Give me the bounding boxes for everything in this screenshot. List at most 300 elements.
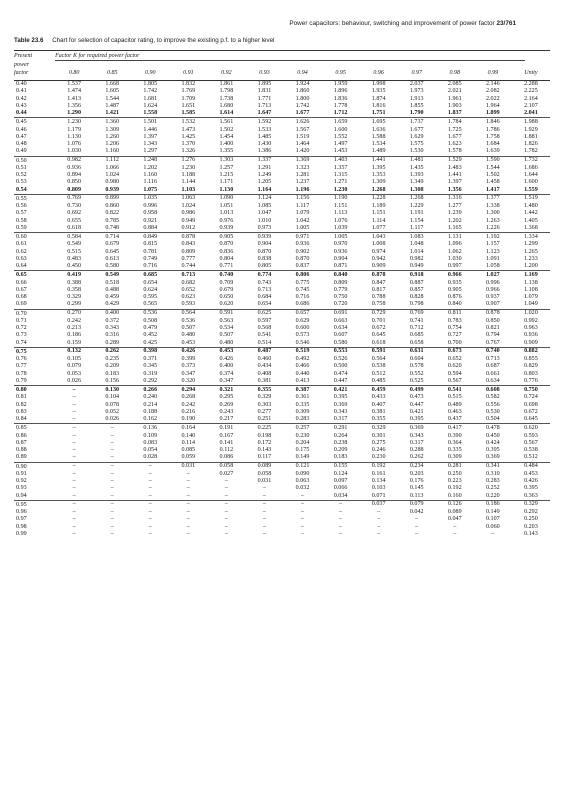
table-row [14, 218, 550, 225]
factor-cell: 2.037 [409, 81, 424, 87]
factor-cell: 1.035 [131, 194, 169, 203]
factor-cell: 0.905 [447, 286, 462, 293]
factor-cell: 0.345 [143, 363, 158, 370]
factor-cell: 0.519 [283, 347, 321, 356]
factor-cell: 1.151 [371, 210, 386, 217]
factor-cell: 0.343 [105, 325, 120, 331]
factor-cell: 0.309 [447, 454, 462, 461]
factor-cell: 1.200 [524, 263, 538, 269]
factor-cell: 0.238 [333, 439, 348, 446]
factor-cell: – [93, 424, 131, 433]
factor-cell: 0.776 [524, 377, 538, 384]
factor-cell: 0.568 [257, 325, 272, 331]
header-row-1 [14, 52, 550, 62]
factor-cell: 1.578 [447, 148, 462, 155]
factor-cell: 0.607 [333, 332, 348, 339]
factor-cell: 0.399 [181, 356, 196, 362]
factor-cell: 1.686 [524, 164, 538, 171]
factor-cell: 0.775 [295, 279, 310, 286]
factor-cell: 0.538 [371, 363, 386, 370]
factor-cell: 0.720 [333, 301, 348, 308]
factor-cell: 1.112 [93, 156, 131, 165]
factor-cell: 0.288 [409, 447, 424, 453]
factor-cell: 0.591 [207, 309, 245, 318]
factor-cell: 1.913 [409, 95, 424, 102]
factor-cell: – [453, 523, 457, 530]
factor-cell: 1.268 [398, 194, 436, 203]
table-row [14, 440, 550, 447]
present-pf-cell: 0.80 [14, 386, 55, 395]
factor-cell: 0.847 [371, 279, 386, 286]
factor-cell: 0.526 [333, 356, 348, 362]
present-pf-cell: 0.74 [16, 339, 27, 346]
factor-cell: 1.896 [333, 88, 348, 95]
factor-cell: 1.189 [371, 203, 386, 209]
factor-cell: 0.390 [447, 432, 462, 439]
factor-cell: 0.230 [371, 454, 386, 461]
present-pf-cell: 0.77 [16, 363, 27, 370]
factor-cell: 1.899 [485, 110, 500, 116]
factor-cell: – [72, 485, 76, 492]
factor-cell: 1.024 [105, 172, 120, 178]
factor-cell: 0.512 [371, 370, 386, 377]
factor-cell: 0.317 [409, 439, 424, 446]
factor-cell: 1.769 [181, 88, 196, 95]
factor-cell: 1.116 [143, 179, 158, 186]
factor-cell: 0.480 [181, 332, 196, 339]
factor-cell: 0.320 [181, 377, 196, 384]
factor-cell: 0.292 [143, 377, 158, 384]
factor-cell: 0.909 [524, 339, 538, 346]
factor-cell: 1.575 [409, 141, 424, 147]
factor-cell: 1.502 [485, 172, 500, 178]
present-pf-cell: 0.64 [16, 263, 27, 269]
present-pf-cell: 0.78 [16, 370, 27, 377]
factor-cell: 0.112 [219, 447, 234, 453]
factor-cell: 0.225 [245, 424, 283, 433]
factor-cell: 0.078 [105, 401, 120, 408]
table-number: Table 23.6 [14, 37, 44, 44]
factor-cell: 0.750 [333, 294, 348, 300]
table-row [14, 454, 550, 462]
factor-cell: – [224, 523, 228, 530]
factor-cell: 0.223 [447, 478, 462, 484]
factor-cell: 0.709 [219, 279, 234, 286]
table-row [14, 516, 550, 523]
factor-cell: – [148, 485, 152, 492]
factor-cell: 1.343 [143, 141, 158, 147]
factor-cell: 1.964 [485, 102, 500, 109]
factor-cell: 0.843 [181, 241, 196, 248]
factor-cell: 0.939 [219, 224, 234, 231]
factor-cell: – [72, 516, 76, 523]
factor-cell: 1.024 [181, 203, 196, 209]
factor-cell: – [224, 509, 228, 515]
factor-cell: 0.552 [409, 370, 424, 377]
present-pf-cell: 0.42 [16, 95, 27, 102]
factor-cell: 0.769 [55, 194, 93, 203]
factor-cell: – [72, 394, 76, 401]
factor-cell: 1.742 [143, 88, 158, 95]
factor-cell: 0.192 [360, 462, 398, 471]
factor-cell: 0.840 [447, 301, 462, 308]
header-row-2 [14, 62, 550, 70]
table-row [14, 409, 550, 416]
factor-cell: 0.909 [371, 263, 386, 269]
factor-cell: 0.400 [219, 363, 234, 370]
factor-cell: 1.647 [257, 110, 272, 116]
factor-cell: – [131, 462, 169, 471]
present-pf-cell: 0.83 [16, 408, 27, 415]
factor-cell: 1.413 [67, 95, 81, 102]
factor-cell: 0.130 [93, 386, 131, 395]
factor-cell: 1.782 [524, 148, 538, 155]
factor-cell: 1.480 [524, 203, 538, 209]
factor-cell: 0.645 [371, 332, 386, 339]
factor-cell: 1.265 [524, 248, 538, 255]
factor-cell: 0.251 [257, 416, 272, 422]
factor-cell: 0.426 [219, 356, 234, 362]
factor-cell: – [72, 492, 76, 499]
factor-cell: – [148, 523, 152, 530]
factor-cell: 1.832 [181, 81, 196, 87]
factor-cell: 0.192 [447, 485, 462, 492]
factor-cell: 0.453 [181, 339, 196, 346]
factor-cell: 0.103 [371, 485, 386, 492]
factor-cell: 0.317 [333, 416, 348, 422]
factor-cell: 1.738 [219, 95, 234, 102]
factor-cell: 0.809 [181, 248, 196, 255]
factor-cell: 1.421 [105, 110, 120, 116]
factor-cell: 0.421 [409, 408, 424, 415]
factor-cell: 0.652 [447, 356, 462, 362]
factor-cell: 0.582 [485, 394, 500, 401]
factor-cell: 0.372 [105, 317, 120, 324]
factor-cell: 0.299 [67, 301, 81, 308]
factor-cell: 1.117 [409, 224, 424, 231]
factor-cell: 0.672 [371, 325, 386, 331]
factor-cell: – [339, 530, 343, 537]
factor-cell: 1.369 [283, 156, 321, 165]
factor-cell: 0.053 [67, 370, 81, 377]
factor-cell: 1.171 [219, 179, 234, 186]
factor-cell: 1.684 [485, 141, 500, 147]
factor-cell: 1.651 [181, 102, 196, 109]
factor-cell: 0.907 [485, 301, 500, 308]
factor-cell: 0.031 [257, 478, 272, 484]
table-row [14, 485, 550, 492]
factor-cell: 1.588 [371, 133, 386, 140]
factor-cell: 1.758 [485, 133, 500, 140]
factor-cell: 0.748 [105, 224, 120, 231]
factor-cell: 0.860 [105, 203, 120, 209]
present-pf-cell: 0.79 [16, 377, 27, 384]
factor-cell: 0.294 [169, 386, 207, 395]
factor-cell: 1.160 [105, 148, 120, 155]
factor-cell: 1.600 [524, 179, 538, 186]
factor-cell: 1.639 [485, 148, 500, 155]
factor-cell: 0.850 [485, 317, 500, 324]
factor-cell: 0.107 [485, 516, 500, 523]
factor-cell: 0.902 [295, 248, 310, 255]
factor-cell: 0.538 [524, 447, 538, 453]
factor-cell: 1.103 [181, 186, 196, 193]
page-number: 23/761 [496, 20, 516, 27]
factor-cell: – [300, 530, 305, 537]
factor-cell: 0.459 [360, 386, 398, 395]
factor-cell: 0.918 [398, 271, 436, 280]
factor-cell: 0.063 [295, 478, 310, 484]
factor-cell: 1.534 [371, 141, 386, 147]
factor-cell: 0.855 [524, 356, 538, 362]
target-pf-header: 0.99 [474, 70, 512, 81]
factor-cell: 1.529 [436, 156, 474, 165]
factor-cell: 0.713 [169, 271, 207, 280]
factor-cell: 1.315 [333, 172, 348, 178]
present-pf-cell: 0.69 [16, 301, 27, 308]
factor-cell: 0.685 [409, 332, 424, 339]
present-pf-cell: 0.96 [16, 509, 27, 515]
table-row [14, 402, 550, 409]
factor-cell: 0.686 [295, 301, 310, 308]
factor-cell: 1.079 [524, 294, 538, 300]
factor-cell: 0.085 [181, 447, 196, 453]
table-caption [14, 37, 274, 44]
factor-cell: 1.164 [257, 186, 272, 193]
factor-cell: 0.870 [257, 248, 272, 255]
factor-cell: 0.086 [219, 454, 234, 461]
factor-cell: 0.806 [283, 271, 321, 280]
table-body [14, 81, 550, 539]
table-row [14, 172, 550, 179]
factor-cell: 1.239 [447, 210, 462, 217]
factor-cell: 1.309 [371, 179, 386, 186]
factor-cell: 1.114 [371, 217, 386, 224]
present-pf-cell: 0.55 [14, 194, 55, 203]
factor-cell: 0.487 [245, 347, 283, 356]
factor-cell: 0.549 [67, 241, 81, 248]
factor-cell: 0.803 [524, 370, 538, 377]
factor-cell: 1.600 [333, 126, 348, 133]
factor-cell: 0.654 [257, 301, 272, 308]
factor-cell: – [262, 485, 266, 492]
factor-cell: 1.377 [474, 194, 512, 203]
factor-cell: 0.209 [105, 363, 120, 370]
factor-cell: 0.741 [409, 317, 424, 324]
factor-cell: 0.329 [257, 394, 272, 401]
factor-cell: – [72, 478, 76, 484]
factor-cell: 0.857 [409, 286, 424, 293]
factor-cell: 0.203 [524, 523, 538, 530]
factor-cell: 0.982 [409, 255, 424, 262]
factor-cell: 0.921 [143, 217, 158, 224]
present-pf-cell: 0.62 [16, 248, 27, 255]
factor-cell: 1.624 [143, 102, 158, 109]
factor-cell: 1.230 [55, 118, 93, 127]
factor-cell: 0.160 [447, 492, 462, 499]
factor-cell: 0.654 [143, 279, 158, 286]
factor-cell: 0.191 [207, 424, 245, 433]
factor-cell: 1.043 [360, 233, 398, 242]
factor-cell: 1.326 [181, 148, 196, 155]
factor-cell: 0.364 [447, 439, 462, 446]
factor-cell: 0.608 [474, 386, 512, 395]
factor-cell: 1.485 [257, 133, 272, 140]
present-pf-cell: 0.90 [14, 462, 55, 471]
factor-cell: 1.356 [67, 102, 81, 109]
factor-cell: 1.400 [219, 141, 234, 147]
factor-cell: – [148, 492, 152, 499]
factor-cell: 0.740 [474, 347, 512, 356]
factor-cell: 1.487 [105, 102, 120, 109]
table-row [14, 96, 550, 103]
factor-cell: 1.395 [371, 164, 386, 171]
factor-cell: 1.623 [447, 141, 462, 147]
target-pf-header: 0.94 [283, 70, 321, 81]
factor-cell: 0.595 [143, 294, 158, 300]
factor-cell: 0.541 [436, 386, 474, 395]
factor-cell: – [415, 516, 419, 523]
factor-cell: – [224, 516, 228, 523]
factor-cell: 1.027 [474, 271, 512, 280]
table-row [14, 301, 550, 309]
factor-cell: 0.203 [409, 470, 424, 477]
present-pf-cell: 0.70 [14, 309, 55, 318]
factor-cell: 1.464 [295, 141, 310, 147]
factor-cell: 1.160 [143, 172, 158, 178]
factor-cell: 1.130 [219, 186, 234, 193]
table-row [14, 210, 550, 217]
factor-cell: 0.624 [143, 286, 158, 293]
factor-cell: 1.154 [409, 217, 424, 224]
factor-cell: 0.912 [181, 224, 196, 231]
factor-cell: 0.343 [333, 408, 348, 415]
factor-cell: 0.083 [143, 439, 158, 446]
factor-cell: – [110, 447, 114, 453]
factor-cell: 1.188 [181, 172, 196, 178]
present-pf-cell: 0.50 [14, 156, 55, 165]
factor-cell: 0.870 [219, 241, 234, 248]
factor-cell: 0.459 [105, 294, 120, 300]
target-pf-header: 0.96 [360, 70, 398, 81]
factor-cell: – [72, 470, 76, 477]
factor-cell: 0.958 [143, 210, 158, 217]
present-pf-cell: 0.93 [16, 485, 27, 492]
factor-cell: 0.645 [105, 248, 120, 255]
factor-cell: – [110, 439, 114, 446]
factor-cell: 1.316 [436, 194, 474, 203]
factor-cell: 1.179 [67, 126, 81, 133]
factor-cell: 0.743 [257, 279, 272, 286]
factor-cell: 0.936 [67, 164, 81, 171]
factor-cell: 0.387 [283, 386, 321, 395]
factor-cell: 1.614 [219, 110, 234, 116]
factor-cell: 0.037 [360, 500, 398, 509]
table-row [14, 263, 550, 271]
factor-cell: 0.949 [181, 217, 196, 224]
factor-cell: 0.052 [105, 408, 120, 415]
factor-cell: 1.276 [169, 156, 207, 165]
factor-cell: – [262, 509, 266, 515]
factor-cell: 0.937 [485, 294, 500, 300]
col-header-present: Present [14, 53, 33, 59]
factor-cell: 1.228 [360, 194, 398, 203]
factor-cell: – [72, 454, 76, 461]
factor-cell: – [55, 500, 93, 509]
present-pf-cell: 0.85 [14, 424, 55, 433]
factor-cell: 0.936 [524, 332, 538, 339]
factor-cell: 0.292 [524, 509, 538, 515]
factor-cell: 0.982 [55, 156, 93, 165]
factor-cell: 0.713 [485, 356, 500, 362]
factor-cell: 1.108 [524, 286, 538, 293]
factor-cell: 0.996 [485, 279, 500, 286]
factor-cell: 0.355 [245, 386, 283, 395]
factor-cell: 0.425 [143, 339, 158, 346]
factor-cell: 0.727 [447, 332, 462, 339]
factor-cell: 0.594 [447, 370, 462, 377]
table-title: Chart for selection of capacitor rating, to improve the existing p.f. to a higher level [52, 37, 275, 44]
factor-cell: 0.369 [485, 454, 500, 461]
factor-cell: 1.005 [295, 224, 310, 231]
present-pf-cell: 0.43 [16, 102, 27, 109]
table-row [14, 325, 550, 332]
factor-cell: – [186, 516, 190, 523]
present-pf-cell: 0.99 [16, 530, 27, 537]
factor-cell: – [169, 500, 207, 509]
factor-cell: 1.713 [257, 102, 272, 109]
factor-cell: 0.429 [105, 301, 120, 308]
factor-cell: 1.014 [409, 248, 424, 255]
factor-cell: 0.553 [322, 347, 360, 356]
factor-cell: 0.679 [105, 241, 120, 248]
present-pf-cell: 0.60 [14, 233, 55, 242]
factor-cell: 0.878 [360, 271, 398, 280]
factor-cell: 0.849 [131, 233, 169, 242]
factor-cell: 0.433 [371, 394, 386, 401]
factor-cell: 0.183 [105, 370, 120, 377]
factor-cell: – [300, 509, 305, 515]
factor-cell: 0.781 [143, 248, 158, 255]
factor-cell: 1.192 [474, 233, 512, 242]
factor-cell: 1.798 [219, 88, 234, 95]
factor-cell: 0.071 [371, 492, 386, 499]
factor-cell: 0.567 [524, 439, 538, 446]
factor-cell: 0.809 [67, 186, 81, 193]
present-pf-cell: 0.98 [16, 523, 27, 530]
factor-cell: – [186, 470, 190, 477]
factor-cell: 0.176 [409, 478, 424, 484]
factor-cell: 0.597 [257, 317, 272, 324]
factor-cell: 0.618 [371, 339, 386, 346]
factor-cell: 1.356 [447, 186, 462, 193]
factor-cell: 0.407 [371, 401, 386, 408]
factor-cell: 1.323 [295, 164, 310, 171]
factor-cell: 1.644 [524, 172, 538, 178]
factor-cell: 0.220 [485, 492, 500, 499]
factor-cell: – [72, 432, 76, 439]
factor-cell: 0.777 [181, 255, 196, 262]
factor-cell: 0.997 [447, 263, 462, 269]
table-row [14, 194, 550, 203]
factor-cell: 0.692 [67, 210, 81, 217]
factor-cell: 1.501 [131, 118, 169, 127]
factor-cell: 0.499 [398, 386, 436, 395]
factor-cell: 0.270 [55, 309, 93, 318]
table-row [14, 225, 550, 233]
table-row [14, 148, 550, 156]
factor-cell: – [148, 509, 152, 515]
